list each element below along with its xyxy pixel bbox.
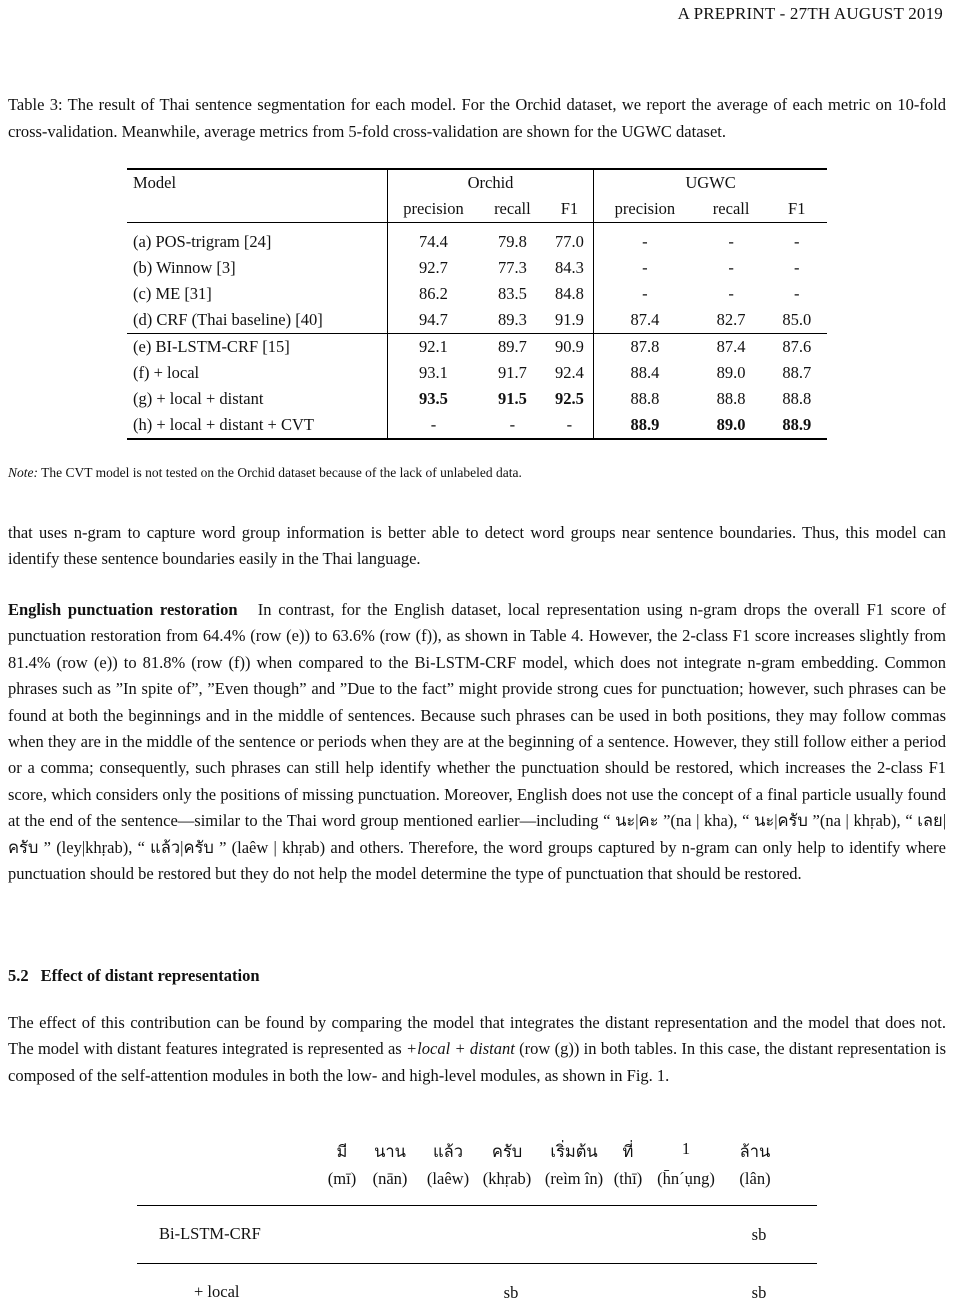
paragraph-body: In contrast, for the English dataset, local representation using n-gram drops the overall F1 score of punctuation restoration from 64.4% (row (e)) to 63.6% (row (f)), as shown in Table 4. However, the 2-class F1 score increases slightly from 81.4% (row (e)) to 81.8% (row (f)) when compared to the Bi-LSTM-CRF model, which does not integrate n-gram embedding. Common phrases such as ”In spite of”, ”Even though” and ”Due to the fact” might provide strong cues for punctuation; however, such phrases can be found at both the beginnings and in the middle of sentences. Because such phrases can be used in both positions, they may follow commas when they are in the middle of the sentence or periods when they are at the beginning of a sentence. However, they still follow either a period or a comma; consequently, such phrases can still help identify whether the punctuation should be restored, which increases the 2-class F1 score, which considers only the positions of missing punctuation. Moreover, English does not use the concept of a final particle usually found at the end of the sentence—similar to the Thai word group mentioned earlier—including “ นะ|คะ ”(na | kha), “ นะ|ครับ ”(na | khṛab), “ เลย|ครับ ” (ley|khṛab), “ แล้ว|ครับ ” (laêw | khṛab) and others. Therefore, the word groups captured by n-gram can only help to identify where punctuation should be restored but they do not help the model determine the type of punctuation that should be restored. [8, 600, 946, 884]
orchid-cell: 92.1 [387, 334, 479, 361]
sentence-boundary-mark: sb [503, 1283, 519, 1302]
ugwc-cell: - [794, 258, 800, 277]
rule-line [137, 1205, 817, 1206]
model-cell: (h) + local + distant + CVT [127, 412, 387, 439]
table-row [127, 255, 827, 281]
orchid-cell: 92.5 [554, 389, 584, 408]
orchid-cell: 77.3 [497, 258, 527, 277]
table-row [127, 223, 827, 256]
section-number: 5.2 [8, 966, 29, 985]
ugwc-cell: - [794, 284, 800, 303]
ugwc-cell: - [728, 232, 734, 251]
orchid-cell: 93.1 [387, 360, 479, 386]
model-cell: (g) + local + distant [133, 389, 264, 408]
thai-token: นาน [374, 1142, 406, 1161]
ugwc-cell: 88.8 [782, 389, 812, 408]
table-row [127, 412, 827, 439]
ugwc-cell: 87.4 [594, 307, 696, 334]
thai-token: เริ่มต้น [550, 1142, 598, 1161]
orchid-cell: - [546, 412, 594, 439]
orchid-cell: 79.8 [497, 232, 527, 251]
table-row [127, 334, 827, 361]
ugwc-cell: - [728, 258, 734, 277]
orchid-cell: 92.7 [387, 255, 479, 281]
sentence-boundary-mark: sb [751, 1225, 767, 1244]
orchid-cell: 77.0 [554, 232, 584, 251]
paragraph-title: English punctuation restoration [8, 600, 238, 619]
orchid-cell: 84.3 [554, 258, 584, 277]
model-cell: (d) CRF (Thai baseline) [40] [127, 307, 387, 334]
sentence-boundary-mark: sb [751, 1283, 767, 1302]
thai-token: มี [336, 1142, 348, 1161]
header-f1: F1 [767, 196, 827, 223]
table-row [127, 307, 827, 334]
section-heading [8, 966, 260, 986]
orchid-cell: 89.7 [497, 337, 527, 356]
model-cell: (c) ME [31] [133, 284, 212, 303]
ugwc-cell: 88.7 [782, 363, 812, 382]
ugwc-cell: 88.9 [594, 412, 696, 439]
table-note [8, 465, 522, 481]
note-label: Note: [8, 465, 38, 480]
model-cell: (f) + local [133, 363, 200, 382]
results-table [127, 168, 827, 440]
thai-token: ล้าน [739, 1142, 771, 1161]
paragraph-english-punctuation [8, 597, 946, 887]
orchid-cell: 84.8 [554, 284, 584, 303]
romanization-token: (thī) [613, 1169, 643, 1188]
ugwc-cell: 89.0 [716, 363, 746, 382]
romanization-token: (nān) [372, 1169, 408, 1188]
running-header: A PREPRINT - 27TH AUGUST 2019 [677, 4, 943, 23]
ugwc-cell: 88.9 [767, 412, 827, 439]
ugwc-cell: 88.4 [594, 360, 696, 386]
ugwc-cell: - [594, 255, 696, 281]
paragraph-distant: The effect of this contribution can be found by comparing the model that integrates the distant representation and the model that does not. The model with distant features integrated is represented as +local + distant (row (g)) in both tables. In this case, the distant representation is composed of the self-attention modules in both the low- and high-level modules, as shown in Fig. 1. [8, 1013, 946, 1085]
header-model: Model [127, 169, 387, 196]
table-caption: Table 3: The result of Thai sentence segmentation for each model. For the Orchid dataset, we report the average of each metric on 10-fold cross-validation. Meanwhile, average metrics from 5-fold cross-validation are shown for the UGWC dataset. [8, 95, 946, 141]
orchid-cell: 91.9 [546, 307, 594, 334]
orchid-cell: 92.4 [554, 363, 584, 382]
romanization-token: (reìm în) [544, 1169, 604, 1188]
ugwc-cell: 87.8 [594, 334, 696, 361]
orchid-cell: - [387, 412, 479, 439]
ugwc-cell: 89.0 [696, 412, 767, 439]
romanization-token: (laêw) [426, 1169, 470, 1188]
header-f1: F1 [546, 196, 594, 223]
note-text: The CVT model is not tested on the Orchid dataset because of the lack of unlabeled data. [41, 465, 522, 480]
thai-token: ที่ [622, 1142, 634, 1161]
orchid-cell: 94.7 [387, 307, 479, 334]
rule-line [137, 1263, 817, 1264]
header-ugwc: UGWC [594, 169, 827, 196]
math-expression: +local + distant [406, 1039, 515, 1059]
orchid-cell: 89.3 [479, 307, 546, 334]
orchid-cell: 83.5 [497, 284, 527, 303]
ugwc-cell: 87.6 [782, 337, 812, 356]
table-row [127, 386, 827, 412]
ugwc-cell: - [794, 232, 800, 251]
orchid-cell: 93.5 [387, 386, 479, 412]
header-recall: recall [696, 196, 767, 223]
romanization-token: (h̄n´ụng) [657, 1169, 715, 1188]
model-cell: (a) POS-trigram [24] [133, 232, 272, 251]
ugwc-cell: 88.8 [716, 389, 746, 408]
model-cell: (b) Winnow [3] [133, 258, 236, 277]
model-cell: (e) BI-LSTM-CRF [15] [133, 337, 290, 356]
orchid-cell: 91.7 [497, 363, 527, 382]
ugwc-cell: 82.7 [696, 307, 767, 334]
ugwc-cell: - [728, 284, 734, 303]
header-precision: precision [387, 196, 479, 223]
romanization-token: (khṛab) [482, 1169, 532, 1188]
paragraph: that uses n-gram to capture word group information is better able to detect word groups near sentence boundaries. Thus, this model can identify these sentence boundaries easily in the Thai language. [8, 523, 946, 569]
ugwc-cell: 85.0 [767, 307, 827, 334]
orchid-cell: 86.2 [387, 281, 479, 307]
example-row-label: + local [194, 1282, 240, 1301]
ugwc-cell: - [594, 281, 696, 307]
header-precision: precision [594, 196, 696, 223]
thai-token: แล้ว [432, 1142, 464, 1161]
section-title: Effect of distant representation [40, 966, 260, 985]
romanization-token: (lân) [739, 1169, 771, 1188]
example-row-label: Bi-LSTM-CRF [159, 1224, 261, 1243]
orchid-cell: - [479, 412, 546, 439]
table-row [127, 360, 827, 386]
example-figure [137, 1135, 817, 1307]
table-row [127, 281, 827, 307]
ugwc-cell: 87.4 [716, 337, 746, 356]
header-recall: recall [479, 196, 546, 223]
orchid-cell: 74.4 [387, 223, 479, 256]
ugwc-cell: - [594, 223, 696, 256]
ugwc-cell: 88.8 [594, 386, 696, 412]
orchid-cell: 90.9 [554, 337, 584, 356]
thai-token: 1 [681, 1139, 691, 1158]
thai-token: ครับ [491, 1142, 523, 1161]
romanization-token: (mī) [327, 1169, 357, 1188]
header-orchid: Orchid [387, 169, 593, 196]
orchid-cell: 91.5 [497, 389, 527, 408]
